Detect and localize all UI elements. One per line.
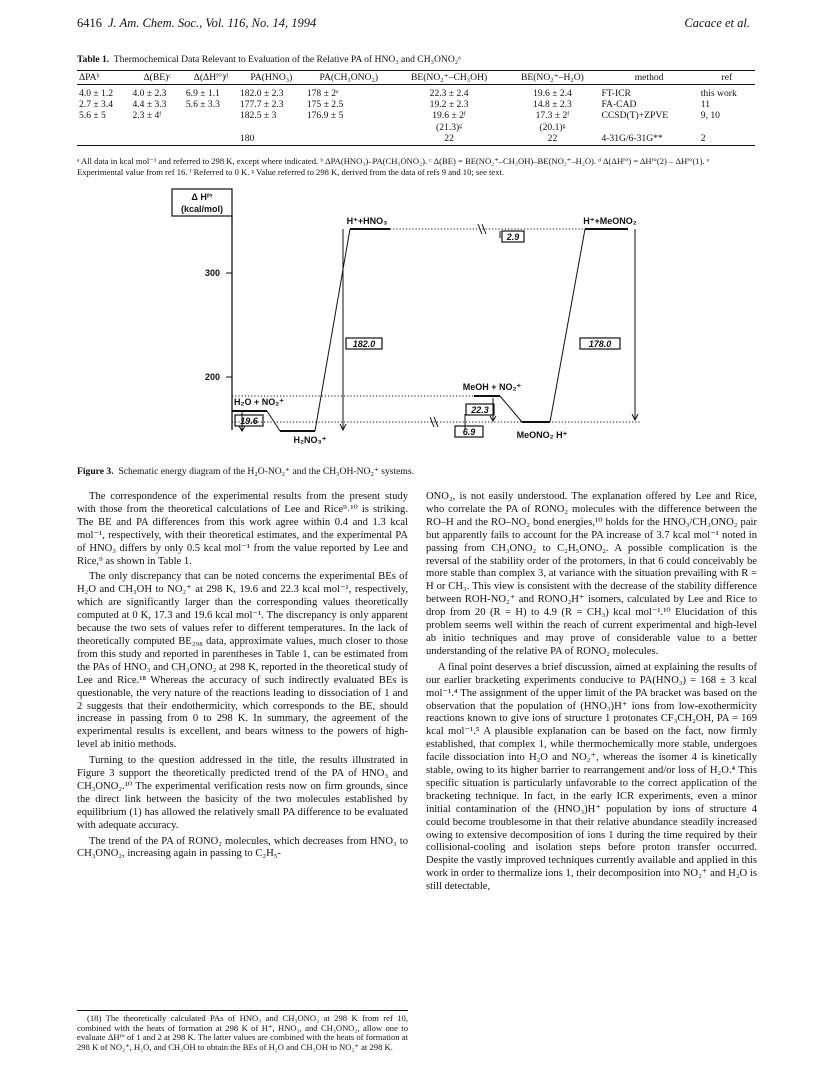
connector [267, 411, 280, 431]
table-label: Table 1. [77, 54, 110, 65]
table-cell: CCSD(T)+ZPVE [601, 110, 669, 122]
figure-caption-text: Schematic energy diagram of the H₂O-NO₂⁺ and the CH₃OH-NO₂⁺ systems. [118, 466, 415, 477]
table-cell: 22 [505, 133, 599, 146]
label-meoh-no2: MeOH + NO₂⁺ [462, 382, 522, 392]
table-cell: 17.3 ± 2ᶠ [535, 110, 570, 122]
table-cell: 9, 10 [700, 110, 720, 122]
table-cell [184, 122, 238, 133]
table-cell: 2.7 ± 3.4 [79, 99, 114, 111]
paragraph: Turning to the question addressed in the title, the results illustrated in Figure 3 support the theoretically predicted trend of the PA of HNO₃ and CH₃ONO₂.¹⁰ The experimental verification rests now on firm grounds, since the direct link between the basicity of the two molecules established by equilibrium (1) has allowed the relatively small PA difference to be evaluated with adequate accuracy. [77, 755, 408, 831]
table-row [77, 85, 755, 100]
table-cell: this work [700, 88, 737, 99]
label-h2o-no2: H₂O + NO₂⁺ [234, 397, 285, 407]
table-caption [77, 54, 757, 65]
col-header: Δ(BE)ᶜ [130, 71, 183, 85]
page-footnote [77, 1010, 408, 1052]
table-cell: 22 [393, 133, 506, 146]
connector [500, 396, 522, 422]
running-header [77, 16, 750, 36]
label-h-meono2: H⁺+MeONO₂ [583, 216, 637, 226]
footnote-18: (18) The theoretically calculated PAs of HNO₃ and CH₃ONO₂ at 298 K from ref 10, combined with the heats of formation at 298 K of H⁺, HNO₃, and CH₃ONO₂, allow one to evaluate ΔHᶠ° of 1 and 2 at 298 K. The latter values are combined with the heats of formation at 298 K of NO₂⁺, H₂O, and CH₃OH to obtain the BEs of H₂O and CH₃OH to NO₂⁺ at 298 K. [77, 1013, 408, 1052]
col-header: method [599, 71, 698, 85]
value-22-3: 22.3 [471, 405, 489, 415]
table-cell [238, 122, 305, 133]
paragraph: The correspondence of the experimental results from the present study with those from the theoretical calculations of Lee and Rice⁹˒¹⁰ is striking. The BE and PA differences from this work agree within 0.4 and 1.3 kcal mol⁻¹, respectively, with their theoretical estimates, and the experimental PA of HNO₃ differs by only 0.5 kcal mol⁻¹ from the value reported by Lee and Rice,⁹ as shown in Table 1. [77, 491, 408, 567]
table-cell: FA-CAD [601, 99, 637, 111]
table-cell: 5.6 ± 5 [79, 110, 106, 122]
col-header: ref [699, 71, 755, 85]
col-header: Δ(ΔHᶠ°)ᵈ [184, 71, 238, 85]
table-row [77, 110, 755, 121]
table-cell: 19.2 ± 2.3 [429, 99, 469, 111]
table-cell: FT-ICR [601, 88, 631, 99]
table-row [77, 122, 755, 133]
table-cell: 4.4 ± 3.3 [132, 99, 167, 111]
table-cell: (21.3)ᵍ [436, 121, 463, 133]
col-header: ΔPAᵇ [77, 71, 130, 85]
connector [315, 229, 350, 431]
col-header: BE(NO₂⁺–H₂O) [505, 71, 599, 85]
col-header: PA(HNO₃) [238, 71, 305, 85]
author-names: Cacace et al. [684, 16, 750, 30]
paragraph: A final point deserves a brief discussion, aimed at explaining the results of our earlier bracketing experiments conducive to PA(HNO₃) = 168 ± 3 kcal mol⁻¹.⁴ The assignment of the upper limit of the PA bracket was based on the observation that the population of (HNO₃)H⁺ ions from low-exothermicity reactions known to give ions of structure 1 protonates CF₃CH₂OH, PA = 169 kcal mol⁻¹.⁵ A plausible explanation can be based on the fact, now firmly established, that complex 1, while thermochemically more stable, undergoes facile dissociation into H₂O and NO₂⁺, whereas the isomer 4 is kinetically stable, owing to its higher barrier to rearrangement and/or loss of H₂O.⁴ This specific situation is particularly unfavorable to the correct application of the bracketing technique. In fact, in the early ICR experiments, even a minor initial contamination of the (HNO₃)H⁺ population by ions of structure 4 could become troublesome in that their relative abundance steadily increased owing to extensive decomposition of ions 1 during the time required by their collisional-cooling and isolation steps before proton transfer occurred. Despite the vastly improved techniques currently available and applied in this work in order to thermalize ions 1, their decomposition into NO₂⁺ and H₂O is still detectable, [426, 661, 757, 893]
value-2-9: 2.9 [506, 232, 520, 242]
table-cell: 22.3 ± 2.4 [429, 88, 469, 99]
table-cell: 11 [700, 99, 711, 111]
table-cell [77, 133, 130, 146]
table-cell: 2 [699, 133, 755, 146]
body-column-right [426, 491, 757, 897]
paragraph: ONO₂, is not easily understood. The explanation offered by Lee and Rice, who correlate the PA of RONO₂ molecules with the difference between the RO–H and the RO–NO₂ bond energies,¹⁰ holds for the HNO₃/CH₃ONO₂ pair but apparently fails to account for the PA increase of 3.7 kcal mol⁻¹ noted in passing from CH₃ONO₂ to C₂H₅ONO₂. A possible complication is the reversal of the stability order of the protomers, in that 6 could conceivably be more stable than complex 3, at variance with the situation prevailing with R = H or CH₃. This view is consistent with the decrease of the stability difference between ROH-NO₂⁺ and RONO₂H⁺ isomers, calculated by Lee and Rice to drop from 20 (R = H) to 4.9 (R = CH₃) kcal mol⁻¹.¹⁰ Elucidation of this problem seems well within the reach of current experimental and high-level ab initio techniques and may prove of considerable value to a better understanding of the relative PA of RONO₂ molecules. [426, 491, 757, 657]
table-cell: 19.6 ± 2ᶠ [432, 110, 466, 122]
value-178: 178.0 [588, 339, 612, 349]
table-cell: 178 ± 2ᵉ [306, 88, 339, 99]
table-cell [77, 122, 130, 133]
table-cell [699, 122, 755, 133]
table-cell [184, 110, 238, 121]
connector [550, 229, 585, 422]
table-cell: 177.7 ± 2.3 [239, 99, 284, 111]
table-cell: 2.3 ± 4ᶠ [132, 110, 162, 122]
table-caption-text: Thermochemical Data Relevant to Evaluation of the Relative PA of HNO₃ and CH₃ONO₂ᵃ [113, 54, 461, 65]
table-cell: 6.9 ± 1.1 [185, 88, 220, 99]
ytick-200-label: 200 [204, 372, 220, 382]
label-h2no3: H₂NO₃⁺ [293, 435, 327, 445]
value-6-9: 6.9 [462, 427, 476, 437]
col-header: PA(CH₃ONO₂) [305, 71, 393, 85]
table-cell [305, 122, 393, 133]
table-cell: 5.6 ± 3.3 [185, 99, 220, 111]
table-row [77, 99, 755, 110]
table-cell [130, 122, 183, 133]
table-cell: 14.8 ± 2.3 [533, 99, 572, 111]
energy-diagram [150, 186, 660, 461]
table-cell: 180 [238, 133, 305, 146]
paragraph: The only discrepancy that can be noted concerns the experimental BEs of H₂O and CH₃OH to NO₂⁺ at 298 K, 19.6 and 22.3 kcal mol⁻¹, respectively, which are significantly larger than the corresponding values theoretically computed at 0 K, 17.3 and 19.6 kcal mol⁻¹. The discrepancy is only apparent because the two sets of values refer to different temperatures. In the lack of theoretically computed BE₂₉₈ data, approximate values, much closer to those from this study and reported in parentheses in Table 1, can be estimated from the PAs of HNO₃ and CH₃ONO₂ at 298 K, reported in the theoretical study of Lee and Rice.¹⁸ Whereas the accuracy of such indirectly evaluated BEs is questionable, the very nature of the reactions leading to dissociation of 1 and 2 suggests that their endothermicity, which corresponds to the BE, should increase in passing from 0 to 298 K. In summary, the agreement of the experimental results is excellent, and bears witness to the powers of high-level ab initio methods. [77, 571, 408, 751]
figure-label: Figure 3. [77, 466, 114, 477]
table-cell: 176.9 ± 5 [306, 110, 344, 122]
page-number: 6416 [77, 16, 102, 30]
table-cell: 175 ± 2.5 [306, 99, 344, 111]
table-cell: 182.5 ± 3 [239, 110, 277, 122]
header-left [77, 16, 316, 31]
table-row [77, 133, 755, 146]
figure-caption [77, 466, 757, 477]
table-cell [184, 133, 238, 146]
table-cell [599, 122, 698, 133]
table-footnotes: ᵃ All data in kcal mol⁻¹ and referred to 298 K, except where indicated. ᵇ ΔPA(HNO₃)–PA(CH₃ONO₂). ᶜ Δ(BE) = BE(NO₂⁺–CH₃OH)–BE(NO₂⁺–H₂O). ᵈ Δ(ΔHᶠ°) = ΔHᶠ°(2) – ΔHᶠ°(1). ᵉ Experimental value from ref 16. ᶠ Referred to 0 K. ᵍ Value referred to 298 K, derived from the data of refs 9 and 10; see text. [77, 156, 709, 177]
yaxis-label-line1: Δ Hᶠ° [191, 192, 213, 202]
table-cell: 4-31G/6-31G** [599, 133, 698, 146]
table-cell: 19.6 ± 2.4 [533, 88, 572, 99]
table-cell [130, 133, 183, 146]
value-182: 182.0 [352, 339, 376, 349]
table-cell: 4.0 ± 1.2 [79, 88, 114, 99]
paragraph: The trend of the PA of RONO₂ molecules, which decreases from HNO₃ to CH₃ONO₂, increasing again in passing to C₂H₅- [77, 835, 408, 860]
value-19-6: 19.6 [240, 416, 258, 426]
table-header-row [77, 71, 755, 85]
col-header: BE(NO₂⁺–CH₃OH) [393, 71, 506, 85]
label-h-hno3: H⁺+HNO₃ [346, 216, 388, 226]
ytick-300-label: 300 [204, 268, 220, 278]
thermochemical-data-table [77, 70, 755, 146]
table-cell: (20.1)ᵍ [539, 121, 566, 133]
yaxis-label-line2: (kcal/mol) [180, 204, 224, 214]
label-meono2h: MeONO₂ H⁺ [516, 430, 568, 440]
table-cell: 182.0 ± 2.3 [239, 88, 284, 99]
body-column-left [77, 491, 408, 864]
journal-citation: J. Am. Chem. Soc., Vol. 116, No. 14, 1994 [108, 16, 317, 30]
table-cell: 4.0 ± 2.3 [132, 88, 167, 99]
table-cell [305, 133, 393, 146]
